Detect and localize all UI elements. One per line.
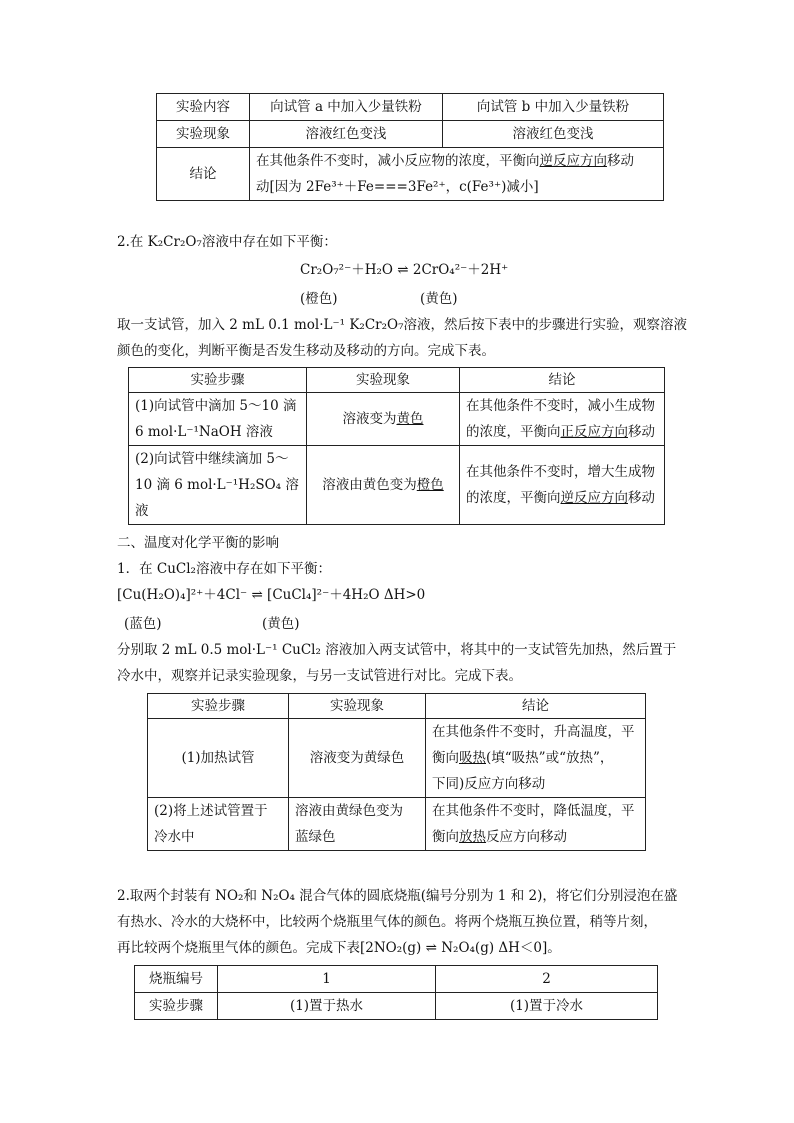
section3-intro: 1．在 CuCl₂溶液中存在如下平衡： bbox=[117, 561, 331, 577]
text: 移动 bbox=[628, 490, 655, 506]
table-header: 结论 bbox=[460, 368, 665, 393]
section2-intro: 2.在 K₂Cr₂O₇溶液中存在如下平衡： bbox=[117, 234, 337, 250]
text bbox=[432, 824, 639, 850]
text: (2)将上述试管置于 bbox=[154, 803, 268, 819]
text: 反应方向移动 bbox=[486, 829, 567, 845]
table-cell: 1 bbox=[218, 966, 436, 993]
conclusion-line: 动[因为 2Fe³⁺＋Fe===3Fe²⁺，c(Fe³⁺)减小] bbox=[256, 179, 539, 195]
text: 溶液变为 bbox=[342, 411, 397, 427]
text: 在其他条件不变时，增大生成物 bbox=[466, 464, 655, 480]
table-dichromate bbox=[128, 367, 665, 525]
table-cell bbox=[426, 719, 646, 798]
color-label-orange: (橙色) bbox=[300, 291, 338, 307]
table-cell bbox=[307, 446, 460, 525]
color-label-yellow: (黄色) bbox=[262, 616, 300, 632]
text: 6 mol·L⁻¹NaOH 溶液 bbox=[135, 424, 273, 440]
text: 移动 bbox=[628, 424, 655, 440]
table-header: 实验现象 bbox=[307, 368, 460, 393]
text: 移动 bbox=[607, 153, 634, 169]
table-row bbox=[148, 719, 646, 798]
table-header: 实验步骤 bbox=[129, 368, 307, 393]
underlined-answer: 逆反应方向 bbox=[560, 490, 628, 506]
equation-dichromate: Cr₂O₇²⁻＋H₂O ⇌ 2CrO₄²⁻＋2H⁺ bbox=[300, 262, 509, 278]
table-row bbox=[135, 993, 658, 1020]
table-cell: (1)置于冷水 bbox=[436, 993, 658, 1020]
text: 10 滴 6 mol·L⁻¹H₂SO₄ 溶液 bbox=[135, 477, 299, 519]
table-no2-flasks bbox=[134, 965, 658, 1020]
paragraph-line: 2.取两个封装有 NO₂和 N₂O₄ 混合气体的圆底烧瓶(编号分别为 1 和 2)，将它们分别浸泡在盛 bbox=[117, 888, 678, 904]
text: 的浓度，平衡向 bbox=[466, 424, 561, 440]
underlined-answer: 吸热 bbox=[459, 750, 486, 766]
text: 的浓度，平衡向 bbox=[466, 490, 561, 506]
text: 溶液由黄绿色变为 bbox=[295, 803, 403, 819]
table-cell bbox=[460, 446, 665, 525]
table-row bbox=[157, 94, 664, 121]
text bbox=[466, 419, 658, 445]
text: (2)向试管中继续滴加 5～ bbox=[135, 451, 289, 467]
paragraph-line: 冷水中，观察并记录实验现象，与另一支试管进行对比。完成下表。 bbox=[117, 668, 522, 684]
underlined-answer: 橙色 bbox=[416, 477, 444, 493]
text: 在其他条件不变时，减小生成物 bbox=[466, 398, 655, 414]
text: 在其他条件不变时，升高温度，平 bbox=[432, 724, 635, 740]
underlined-answer: 黄色 bbox=[396, 411, 424, 427]
text: 下同)反应方向移动 bbox=[432, 776, 546, 792]
table-cell bbox=[129, 446, 307, 525]
text bbox=[466, 485, 658, 511]
table-row bbox=[157, 148, 664, 201]
table-row bbox=[129, 368, 665, 393]
table-copper-temperature bbox=[147, 693, 646, 851]
text: 冷水中 bbox=[154, 829, 195, 845]
table-row bbox=[135, 966, 658, 993]
table-iron-experiment bbox=[156, 93, 664, 201]
table-cell bbox=[129, 393, 307, 446]
paragraph-line: 再比较两个烧瓶里气体的颜色。完成下表[2NO₂(g) ⇌ N₂O₄(g) ΔH＜0]。 bbox=[117, 940, 561, 956]
table-row bbox=[129, 393, 665, 446]
table-cell bbox=[460, 393, 665, 446]
color-label-yellow: (黄色) bbox=[420, 291, 458, 307]
table-cell bbox=[289, 798, 426, 851]
color-label-blue: (蓝色) bbox=[124, 616, 162, 632]
table-header: 实验步骤 bbox=[148, 694, 289, 719]
text: 衡向 bbox=[432, 750, 459, 766]
table-header: 结论 bbox=[426, 694, 646, 719]
paragraph-line: 颜色的变化，判断平衡是否发生移动及移动的方向。完成下表。 bbox=[117, 343, 495, 359]
table-cell bbox=[148, 798, 289, 851]
conclusion-line bbox=[256, 148, 657, 174]
table-row bbox=[148, 798, 646, 851]
table-row bbox=[129, 446, 665, 525]
text: 在其他条件不变时，减小反应物的浓度，平衡向 bbox=[256, 153, 540, 169]
text: (填“吸热”或“放热”， bbox=[486, 750, 614, 766]
table-cell: (1)置于热水 bbox=[218, 993, 436, 1020]
text: 溶液由黄色变为 bbox=[322, 477, 417, 493]
table-cell bbox=[307, 393, 460, 446]
paragraph-line: 取一支试管，加入 2 mL 0.1 mol·L⁻¹ K₂Cr₂O₇溶液，然后按下表中的步骤进行实验，观察溶液 bbox=[117, 317, 687, 333]
text: 在其他条件不变时，降低温度，平 bbox=[432, 803, 635, 819]
underlined-answer: 正反应方向 bbox=[560, 424, 628, 440]
table-cell: 溶液红色变浅 bbox=[443, 121, 664, 148]
table-cell: 向试管 a 中加入少量铁粉 bbox=[250, 94, 443, 121]
table-header: 实验现象 bbox=[289, 694, 426, 719]
table-cell: 实验内容 bbox=[157, 94, 250, 121]
underlined-answer: 逆反应方向 bbox=[539, 153, 607, 169]
table-cell: 结论 bbox=[157, 148, 250, 201]
text: (1)向试管中滴加 5～10 滴 bbox=[135, 398, 297, 414]
underlined-answer: 放热 bbox=[459, 829, 486, 845]
table-cell: 实验现象 bbox=[157, 121, 250, 148]
table-cell: 2 bbox=[436, 966, 658, 993]
conclusion-cell bbox=[250, 148, 664, 201]
paragraph-line: 分别取 2 mL 0.5 mol·L⁻¹ CuCl₂ 溶液加入两支试管中，将其中的一支试管先加热，然后置于 bbox=[117, 642, 677, 658]
table-row bbox=[148, 694, 646, 719]
table-cell: 溶液红色变浅 bbox=[250, 121, 443, 148]
table-cell: (1)加热试管 bbox=[148, 719, 289, 798]
table-cell: 向试管 b 中加入少量铁粉 bbox=[443, 94, 664, 121]
table-cell: 溶液变为黄绿色 bbox=[289, 719, 426, 798]
paragraph-line: 有热水、冷水的大烧杯中，比较两个烧瓶里气体的颜色。将两个烧瓶互换位置，稍等片刻， bbox=[117, 914, 657, 930]
text bbox=[432, 745, 639, 771]
text: 衡向 bbox=[432, 829, 459, 845]
section-heading: 二、温度对化学平衡的影响 bbox=[117, 535, 279, 551]
table-cell: 实验步骤 bbox=[135, 993, 218, 1020]
table-cell: 烧瓶编号 bbox=[135, 966, 218, 993]
equation-copper: [Cu(H₂O)₄]²⁺＋4Cl⁻ ⇌ [CuCl₄]²⁻＋4H₂O ΔH>0 bbox=[117, 587, 426, 603]
table-row bbox=[157, 121, 664, 148]
text: 蓝绿色 bbox=[295, 829, 336, 845]
table-cell bbox=[426, 798, 646, 851]
